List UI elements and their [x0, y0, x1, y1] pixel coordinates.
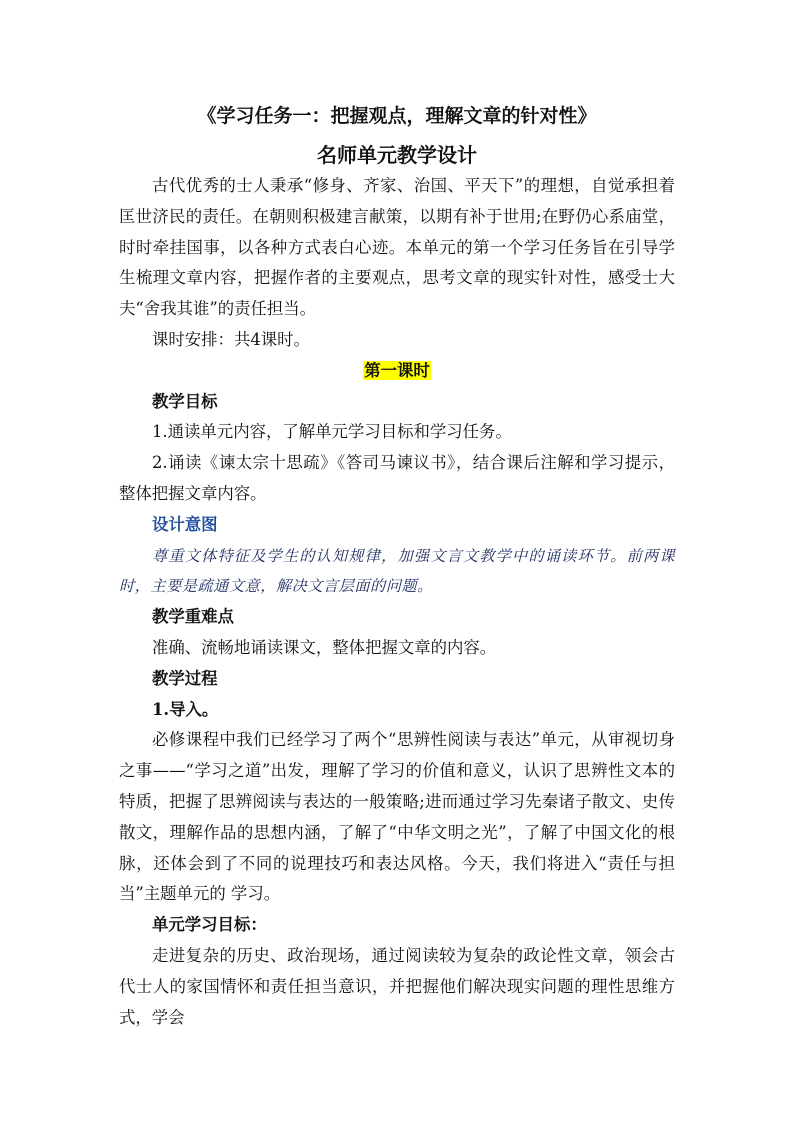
process-heading: 教学过程	[152, 668, 218, 688]
intro-paragraph: 古代优秀的士人秉承“修身、齐家、治国、平天下”的理想，自觉承担着匡世济民的责任。在朝则积极建言献策，以期有补于世用;在野仍心系庙堂，时时牵挂国事，以各种方式表白心迹。本单元的第一个学习任务旨在引导学生梳理文章内容，把握作者的主要观点，思考文章的现实针对性，感受士大夫“舍我其谁”的责任担当。	[119, 176, 675, 319]
document-body	[119, 96, 675, 1033]
introduction-paragraph: 必修课程中我们已经学习了两个“思辨性阅读与表达”单元，从审视切身之事——“学习之道”出发，理解了学习的价值和意义，认识了思辨性文本的特质，把握了思辨阅读与表达的一般策略;进而通过学习先秦诸子散文、史传散文，理解作品的思想内涵，了解了“中华文明之光”，了解了中国文化的根脉，还体会到了不同的说理技巧和表达风格。今天，我们将进入“责任与担当”主题单元的 学习。	[119, 730, 675, 904]
unit-goals-heading: 单元学习目标：	[152, 915, 267, 935]
lesson-heading-highlight: 第一课时	[364, 360, 430, 380]
schedule-text: 课时安排：共4课时。	[152, 329, 310, 349]
step-1-heading: 1.导入。	[152, 699, 219, 719]
design-heading: 设计意图	[152, 514, 218, 534]
objective-1: 1.通读单元内容，了解单元学习目标和学习任务。	[152, 422, 512, 442]
objective-2: 2.诵读《谏太宗十思疏》《答司马谏议书》，结合课后注解和学习提示，整体把握文章内容。	[119, 453, 675, 503]
difficulty-heading: 教学重难点	[152, 607, 234, 627]
document-title: 《学习任务一：把握观点，理解文章的针对性》	[197, 105, 597, 127]
design-text: 尊重文体特征及学生的认知规律，加强文言文教学中的诵读环节。前两课时，主要是疏通文意，解决文言层面的问题。	[119, 546, 675, 596]
difficulty-text: 准确、流畅地诵读课文，整体把握文章的内容。	[152, 637, 497, 657]
lesson-heading	[119, 356, 675, 387]
objectives-heading: 教学目标	[152, 391, 218, 411]
document-subtitle: 名师单元教学设计	[317, 143, 477, 167]
unit-goals-text: 走进复杂的历史、政治现场，通过阅读较为复杂的政论性文章，领会古代士人的家国情怀和责任担当意识，并把握他们解决现实问题的理性思维方式，学会	[119, 945, 675, 1027]
